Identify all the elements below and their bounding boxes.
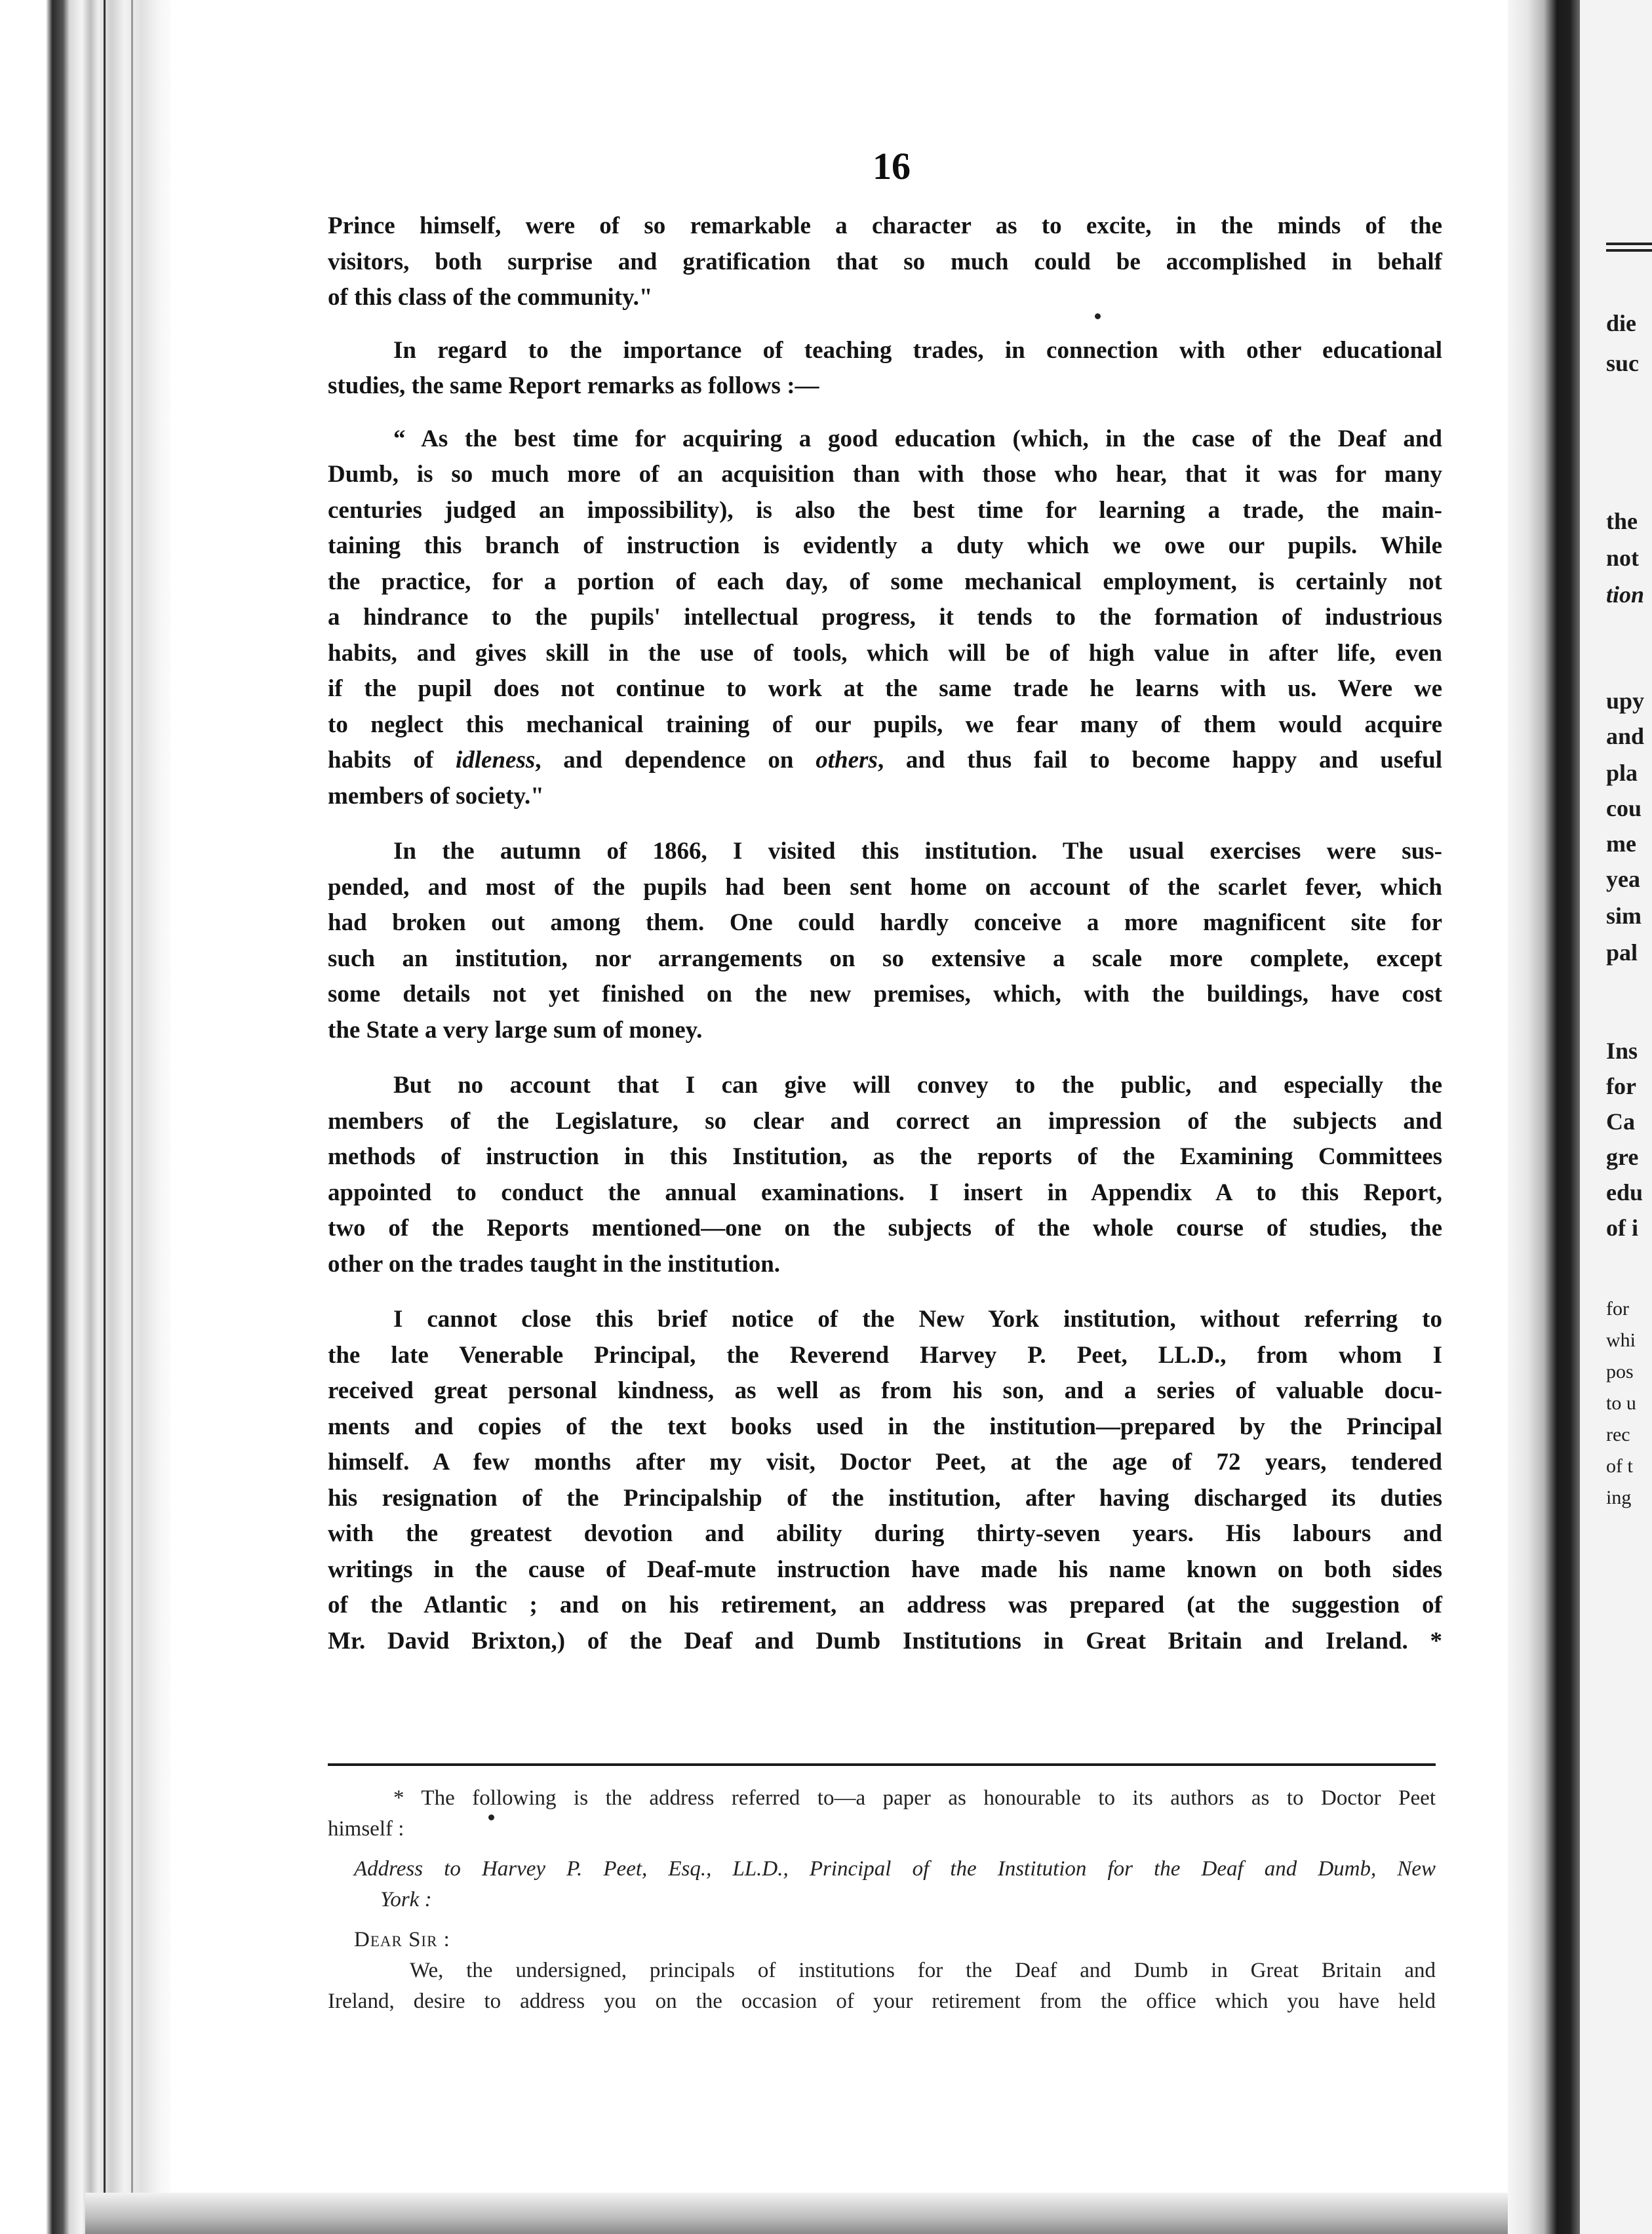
- text-line: methods of instruction in this Institution, as the reports of the Examining Committees: [328, 1143, 1442, 1170]
- italic-word: others: [816, 747, 878, 774]
- adjacent-fragment: to u: [1606, 1392, 1636, 1414]
- adjacent-fragment: of i: [1606, 1215, 1638, 1241]
- text-fragment: , and thus fail to become happy and useful: [877, 747, 1442, 774]
- text-line: his resignation of the Principalship of the institution, after having discharged its duties: [328, 1484, 1442, 1512]
- text-line: pended, and most of the pupils had been sent home on account of the scarlet fever, which: [328, 873, 1442, 901]
- footnote-line: himself :: [328, 1817, 404, 1841]
- adjacent-fragment: sim: [1606, 903, 1642, 929]
- text-fragment: , and dependence on: [535, 747, 816, 774]
- text-line: “ As the best time for acquiring a good education (which, in the case of the Deaf and: [393, 425, 1442, 452]
- adjacent-fragment: and: [1606, 723, 1645, 749]
- text-line: a hindrance to the pupils' intellectual progress, it tends to the formation of industrious: [328, 604, 1442, 631]
- text-line: had broken out among them. One could hardly conceive a more magnificent site for: [328, 909, 1442, 936]
- text-line: himself. A few months after my visit, Doctor Peet, at the age of 72 years, tendered: [328, 1449, 1442, 1476]
- paragraph-teaching-trades: [328, 333, 1442, 404]
- text-line: some details not yet finished on the new premises, which, with the buildings, have cost: [328, 981, 1442, 1008]
- page-edge-line: [104, 0, 106, 2234]
- page-body-text: [328, 208, 1442, 1659]
- text-line: Mr. David Brixton,) of the Deaf and Dumb Institutions in Great Britain and Ireland. *: [328, 1627, 1442, 1655]
- adjacent-fragment: pal: [1606, 939, 1638, 966]
- text-line: two of the Reports mentioned—one on the subjects of the whole course of studies, the: [328, 1215, 1442, 1242]
- paragraph-visit-1866: [328, 834, 1442, 1048]
- text-line: members of society.": [328, 782, 544, 810]
- text-line: habits, and gives skill in the use of tools, which will be of high value in after life, even: [328, 639, 1442, 667]
- page-edge-line: [131, 0, 133, 2234]
- text-line: [328, 743, 1442, 779]
- text-line: In the autumn of 1866, I visited this institution. The usual exercises were sus-: [393, 838, 1442, 865]
- text-line: visitors, both surprise and gratification that so much could be accomplished in behalf: [328, 248, 1442, 275]
- footnote-line: Ireland, desire to address you on the occasion of your retirement from the office which you have held: [328, 1989, 1436, 2013]
- text-line: In regard to the importance of teaching trades, in connection with other educational: [393, 336, 1442, 364]
- print-speck: [1095, 313, 1101, 319]
- adjacent-fragment: cou: [1606, 795, 1642, 821]
- adjacent-fragment: yea: [1606, 866, 1640, 892]
- footnote-salutation: Dear Sir :: [354, 1928, 450, 1951]
- footnote-address-heading: Address to Harvey P. Peet, Esq., LL.D., Principal of the Institution for the Deaf and Dumb, New: [354, 1857, 1436, 1881]
- text-line: such an institution, nor arrangements on so extensive a scale more complete, except: [328, 945, 1442, 972]
- text-line: studies, the same Report remarks as follows :—: [328, 372, 819, 399]
- text-line: ments and copies of the text books used in the institution—prepared by the Principal: [328, 1413, 1442, 1440]
- adjacent-fragment: of t: [1606, 1455, 1633, 1477]
- adjacent-fragment: edu: [1606, 1179, 1643, 1205]
- adjacent-fragment: me: [1606, 831, 1636, 857]
- text-line: Dumb, is so much more of an acquisition than with those who hear, that it was for many: [328, 461, 1442, 488]
- adjacent-fragment: die: [1606, 310, 1637, 336]
- book-gutter: [1508, 0, 1580, 2234]
- text-line: of the Atlantic ; and on his retirement, an address was prepared (at the suggestion of: [328, 1592, 1442, 1618]
- text-line: with the greatest devotion and ability during thirty-seven years. His labours and: [328, 1520, 1442, 1547]
- text-line: other on the trades taught in the institution.: [328, 1250, 781, 1278]
- adjacent-fragment: gre: [1606, 1144, 1639, 1170]
- adjacent-fragment: tion: [1606, 581, 1645, 608]
- print-speck: [488, 1814, 494, 1820]
- text-line: Prince himself, were of so remarkable a character as to excite, in the minds of the: [328, 212, 1442, 239]
- adjacent-page: [1580, 0, 1652, 2234]
- adjacent-rule: [1606, 243, 1652, 245]
- text-line: But no account that I can give will convey to the public, and especially the: [393, 1072, 1442, 1099]
- text-line: to neglect this mechanical training of our pupils, we fear many of them would acquire: [328, 711, 1442, 738]
- adjacent-rule: [1606, 249, 1652, 252]
- adjacent-fragment: for: [1606, 1073, 1636, 1099]
- book-page: [328, 0, 1455, 2234]
- text-fragment: habits of: [328, 747, 456, 774]
- adjacent-fragment: whi: [1606, 1329, 1636, 1351]
- paragraph-doctor-peet: [328, 1302, 1442, 1659]
- text-line: received great personal kindness, as well as from his son, and a series of valuable docu-: [328, 1377, 1442, 1404]
- paragraph-report-quote: [328, 421, 1442, 815]
- adjacent-fragment: Ca: [1606, 1108, 1635, 1135]
- adjacent-fragment: pos: [1606, 1361, 1634, 1382]
- text-line: taining this branch of instruction is evidently a duty which we owe our pupils. While: [328, 532, 1442, 559]
- adjacent-fragment: not: [1606, 545, 1640, 571]
- italic-word: idleness: [455, 747, 536, 774]
- page-number: 16: [873, 145, 911, 187]
- adjacent-fragment: pla: [1606, 760, 1638, 786]
- footnote-line: * The following is the address referred to—a paper as honourable to its authors as to Doctor Peet: [393, 1786, 1436, 1810]
- paragraph-examining-committees: [328, 1068, 1442, 1282]
- text-line: the late Venerable Principal, the Reverend Harvey P. Peet, LL.D., from whom I: [328, 1341, 1442, 1369]
- text-line: the practice, for a portion of each day, of some mechanical employment, is certainly not: [328, 568, 1442, 595]
- text-line: centuries judged an impossibility), is also the best time for learning a trade, the main-: [328, 496, 1442, 524]
- paragraph-quote-continuation: [328, 208, 1442, 316]
- text-line: the State a very large sum of money.: [328, 1016, 703, 1044]
- adjacent-fragment: upy: [1606, 688, 1645, 714]
- book-binding-edge: [0, 0, 170, 2234]
- text-line: I cannot close this brief notice of the New York institution, without referring to: [393, 1306, 1442, 1333]
- text-line: if the pupil does not continue to work at the same trade he learns with us. Were we: [328, 675, 1442, 702]
- adjacent-fragment: the: [1606, 508, 1638, 534]
- footnote-divider: [328, 1763, 1436, 1766]
- text-line: of this class of the community.": [328, 284, 653, 311]
- footnote-address-heading: York :: [380, 1888, 432, 1911]
- text-line: writings in the cause of Deaf-mute instruction have made his name known on both sides: [328, 1556, 1442, 1583]
- text-line: appointed to conduct the annual examinations. I insert in Appendix A to this Report,: [328, 1179, 1442, 1206]
- adjacent-fragment: ing: [1606, 1487, 1632, 1508]
- adjacent-fragment: suc: [1606, 350, 1640, 376]
- footnote-line: We, the undersigned, principals of institutions for the Deaf and Dumb in Great Britain and: [410, 1959, 1436, 1982]
- adjacent-fragment: for: [1606, 1298, 1629, 1320]
- adjacent-fragment: rec: [1606, 1424, 1630, 1445]
- text-line: members of the Legislature, so clear and correct an impression of the subjects and: [328, 1107, 1442, 1135]
- adjacent-fragment: Ins: [1606, 1038, 1638, 1064]
